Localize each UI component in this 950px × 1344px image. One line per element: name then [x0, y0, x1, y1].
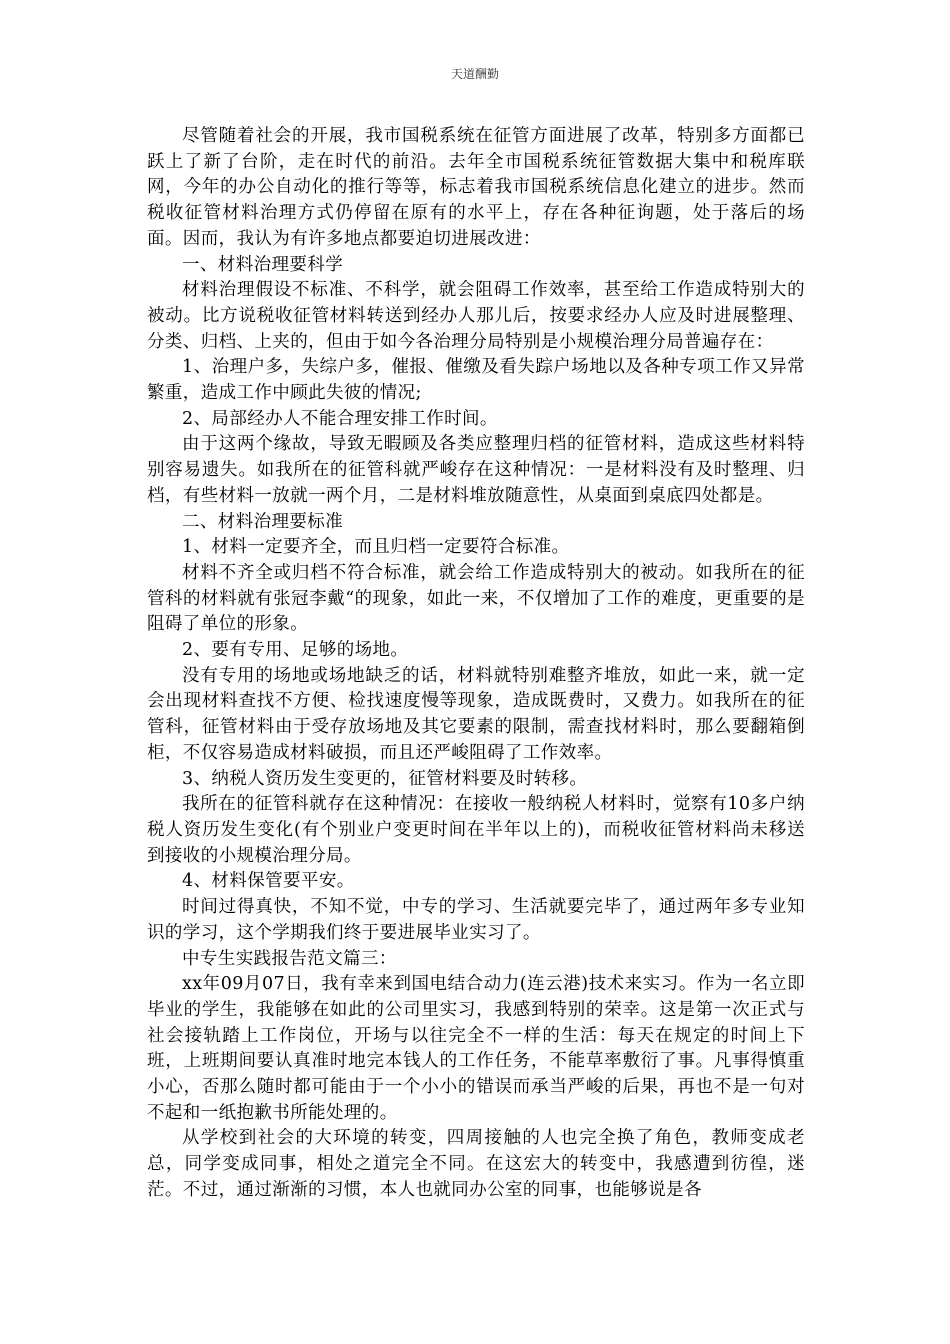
section-heading: 一、材料治理要科学 — [182, 254, 344, 275]
section-heading: 二、材料治理要标准 — [182, 511, 344, 532]
list-item: 1、材料一定要齐全，而且归档一定要符合标准。 — [182, 537, 570, 558]
document-body — [147, 124, 805, 1204]
paragraph: 由于这两个缘故，导致无暇顾及各类应整理归档的征管材料，造成这些材料特别容易遗失。如我所在的征管科就严峻存在这种情况：一是材料没有及时整理、归档，有些材料一放就一两个月，二是材料堆放随意性，从桌面到桌底四处都是。 — [147, 434, 805, 506]
list-item: 1、治理户多，失综户多，催报、催缴及看失踪户场地以及各种专项工作又异常繁重，造成工作中顾此失彼的情况; — [147, 357, 805, 404]
paragraph: 从学校到社会的大环境的转变，四周接触的人也完全换了角色，教师变成老总，同学变成同事，相处之道完全不同。在这宏大的转变中，我感遭到彷徨，迷茫。不过，通过渐渐的习惯，本人也就同办公室的同事，也能够说是各 — [147, 1128, 805, 1200]
list-item: 2、局部经办人不能合理安排工作时间。 — [182, 408, 498, 429]
paragraph: 时间过得真快，不知不觉，中专的学习、生活就要完毕了，通过两年多专业知识的学习，这个学期我们终于要进展毕业实习了。 — [147, 897, 805, 943]
section-heading: 中专生实践报告范文篇三： — [182, 948, 397, 969]
paragraph: 没有专用的场地或场地缺乏的话，材料就特别难整齐堆放，如此一来，就一定会出现材料查找不方便、检找速度慢等现象，造成既费时，又费力。如我所在的征管科，征管材料由于受存放场地及其它要素的限制，需查找材料时，那么要翻箱倒柜，不仅容易造成材料破损，而且还严峻阻碍了工作效率。 — [147, 665, 805, 763]
paragraph: 材料不齐全或归档不符合标准，就会给工作造成特别大的被动。如我所在的征管科的材料就有张冠李戴“的现象，如此一来，不仅增加了工作的难度，更重要的是阻碍了单位的形象。 — [147, 562, 805, 635]
paragraph: 尽管随着社会的开展，我市国税系统在征管方面进展了改革，特别多方面都已跃上了新了台阶，走在时代的前沿。去年全市国税系统征管数据大集中和税库联网，今年的办公自动化的推行等等，标志着我市国税系统信息化建立的进步。然而税收征管材料治理方式仍停留在原有的水平上，存在各种征询题，处于落后的场面。因而，我认为有许多地点都要迫切进展改进： — [147, 126, 805, 249]
paragraph: xx年09月07日，我有幸来到国电结合动力(连云港)技术来实习。作为一名立即毕业的学生，我能够在如此的公司里实习，我感到特别的荣幸。这是第一次正式与社会接轨踏上工作岗位，开场与以往完全不一样的生活：每天在规定的时间上下班，上班期间要认真准时地完本钱人的工作任务，不能草率敷衍了事。凡事得慎重小心，否那么随时都可能由于一个小小的错误而承当严峻的后果，再也不是一句对不起和一纸抱歉书所能处理的。 — [147, 974, 805, 1123]
page-header: 天道酬勤 — [450, 67, 499, 81]
paragraph: 我所在的征管科就存在这种情况：在接收一般纳税人材料时，觉察有10多户纳税人资历发生变化(有个别业户变更时间在半年以上的)，而税收征管材料尚未移送到接收的小规模治理分局。 — [147, 794, 805, 866]
list-item: 3、纳税人资历发生变更的，征管材料要及时转移。 — [182, 768, 588, 789]
list-item: 2、要有专用、足够的场地。 — [182, 640, 409, 661]
paragraph: 材料治理假设不标准、不科学，就会阻碍工作效率，甚至给工作造成特别大的被动。比方说税收征管材料转送到经办人那儿后，按要求经办人应及时进展整理、分类、归档、上夹的，但由于如今各治理分局特别是小规模治理分局普遍存在： — [147, 280, 805, 352]
list-item: 4、材料保管要平安。 — [182, 871, 355, 892]
